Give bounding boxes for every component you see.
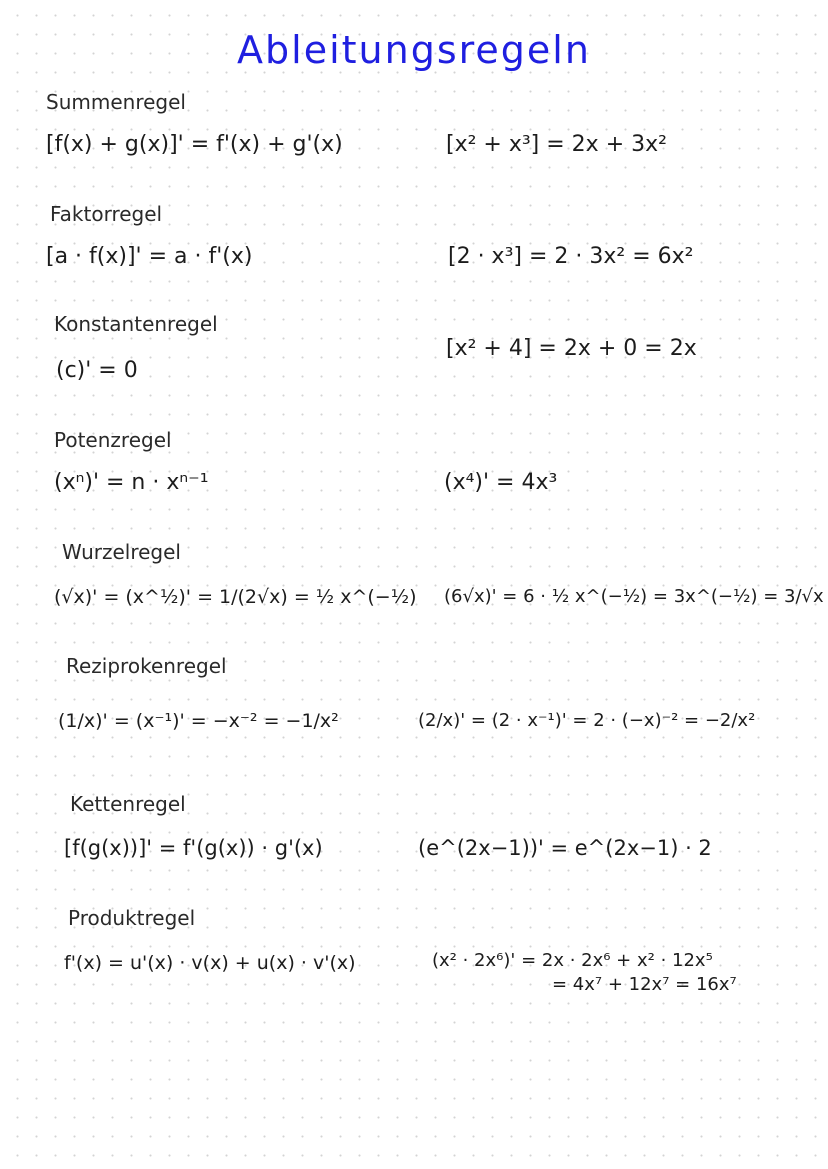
rule-name: Konstantenregel [54,312,218,336]
rule-formula: [f(g(x))]' = f'(g(x)) · g'(x) [64,836,323,860]
rule-name: Reziprokenregel [66,654,227,678]
rule-example: [x² + 4] = 2x + 0 = 2x [446,336,697,361]
rule-formula: [a · f(x)]' = a · f'(x) [46,244,253,269]
rule-example: (2/x)' = (2 · x⁻¹)' = 2 · (−x)⁻² = −2/x² [418,710,756,731]
rule-example: [2 · x³] = 2 · 3x² = 6x² [448,244,694,269]
rule-example: (x⁴)' = 4x³ [444,470,558,495]
rule-name: Faktorregel [50,202,163,226]
rule-formula: f'(x) = u'(x) · v(x) + u(x) · v'(x) [64,952,356,974]
rule-name: Summenregel [46,90,186,114]
rule-example: (6√x)' = 6 · ½ x^(−½) = 3x^(−½) = 3/√x [444,586,824,607]
rule-name: Kettenregel [70,792,186,816]
rule-formula: [f(x) + g(x)]' = f'(x) + g'(x) [46,132,343,157]
rule-formula: (c)' = 0 [56,358,138,383]
rule-example: [x² + x³] = 2x + 3x² [446,132,667,157]
rule-example: (x² · 2x⁶)' = 2x · 2x⁶ + x² · 12x⁵ [432,950,713,971]
rule-formula: (xⁿ)' = n · xⁿ⁻¹ [54,470,209,495]
rule-formula: (√x)' = (x^½)' = 1/(2√x) = ½ x^(−½) [54,586,417,608]
rule-formula: (1/x)' = (x⁻¹)' = −x⁻² = −1/x² [58,710,339,732]
rule-name: Potenzregel [54,428,172,452]
rule-name: Wurzelregel [62,540,181,564]
rule-example: (e^(2x−1))' = e^(2x−1) · 2 [418,836,712,860]
rule-example-continued: = 4x⁷ + 12x⁷ = 16x⁷ [552,974,737,995]
rule-name: Produktregel [68,906,196,930]
page-title: Ableitungsregeln [237,28,591,72]
